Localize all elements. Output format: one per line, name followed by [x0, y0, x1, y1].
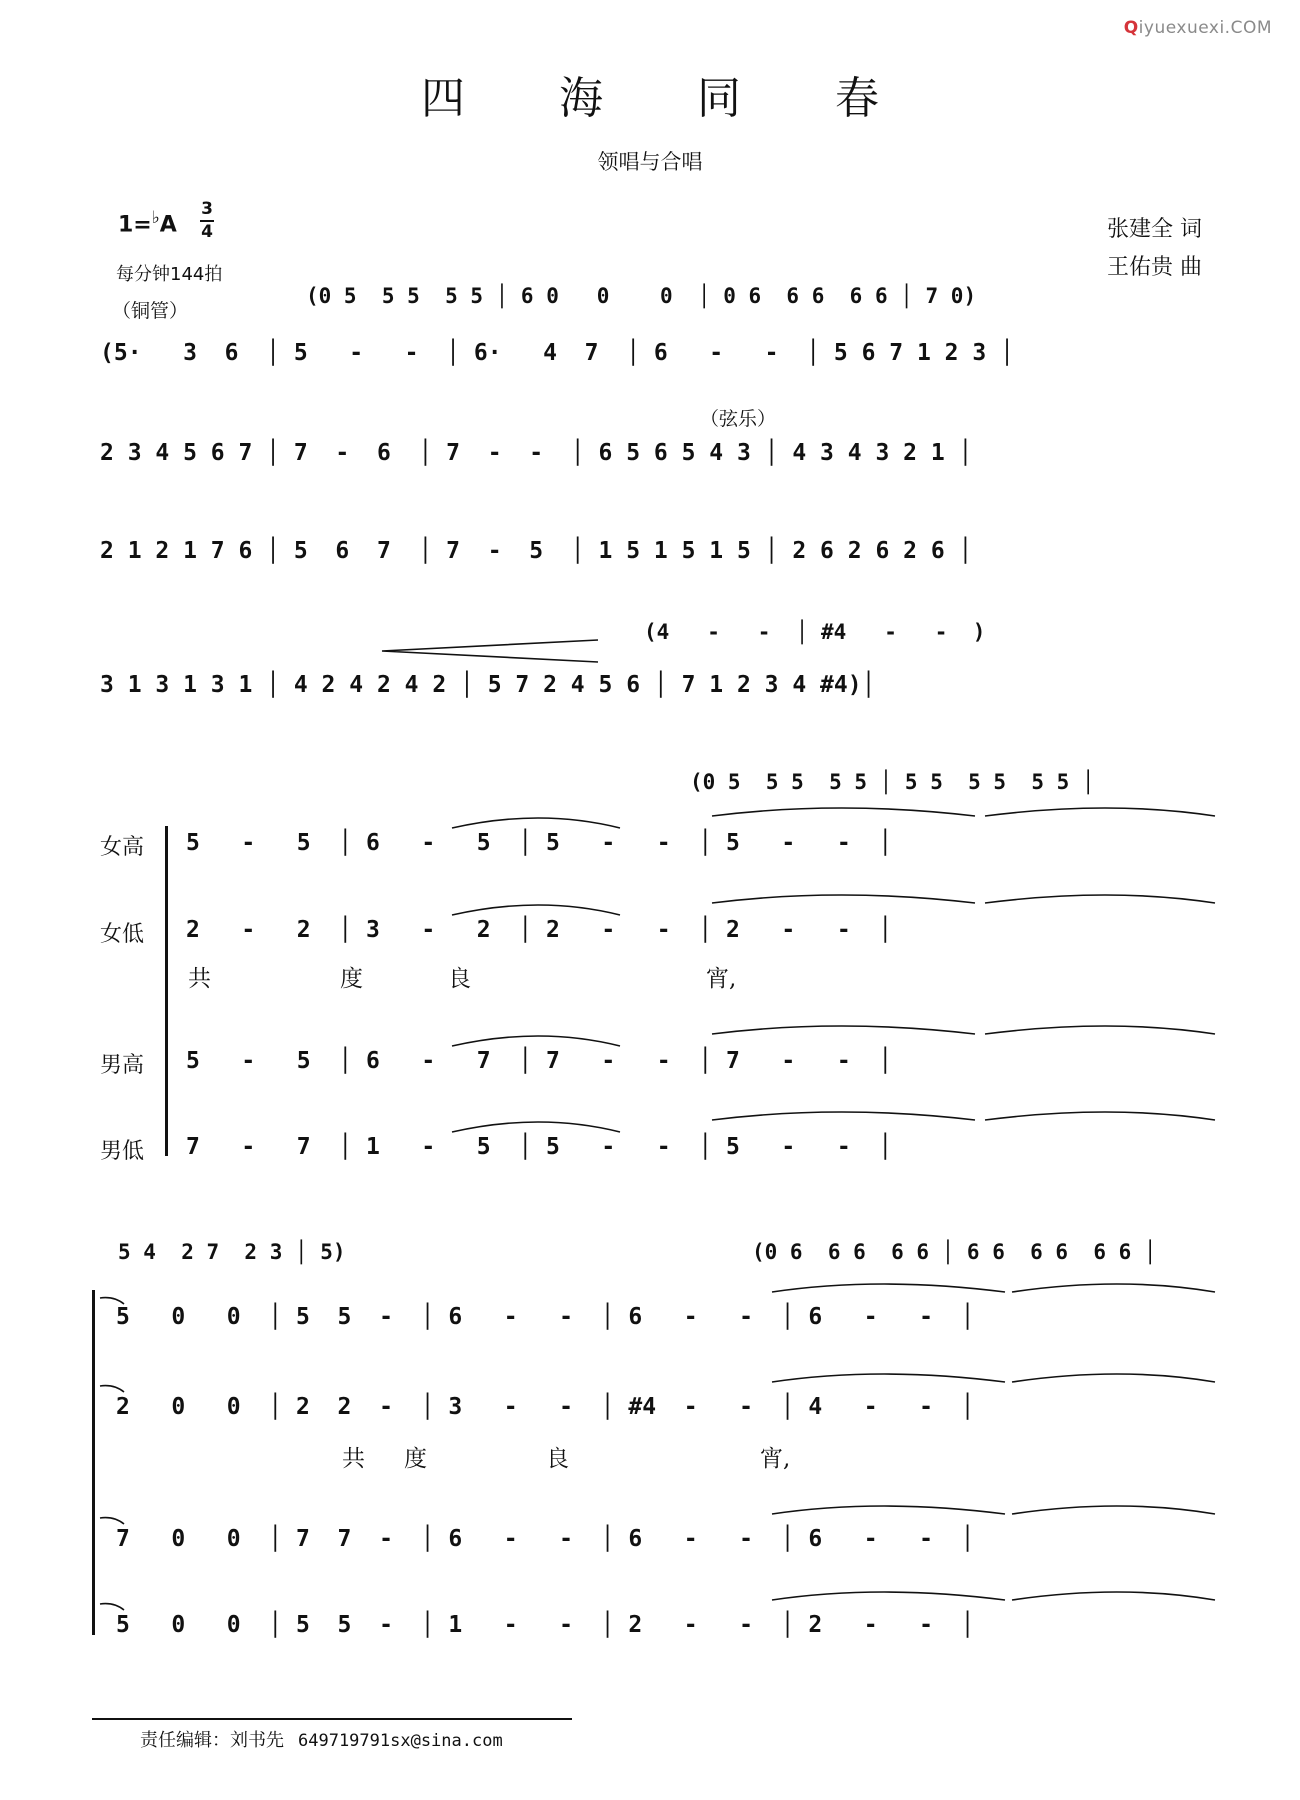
system2-accompaniment-2: (0 6 6 6 6 6 │ 6 6 6 6 6 6 │ — [752, 1240, 1157, 1264]
footer-rule — [92, 1718, 572, 1720]
composer-credit: 王佑贵 曲 — [1107, 255, 1202, 280]
system2-soprano: 5 0 0 │ 5 5 - │ 6 - - │ 6 - - │ 6 - - │ — [116, 1304, 975, 1330]
song-subtitle: 领唱与合唱 — [597, 150, 703, 174]
part-label-bass: 男低 — [100, 1139, 145, 1164]
system1-lyric-2: 度 — [340, 966, 363, 992]
system2-tenor: 7 0 0 │ 7 7 - │ 6 - - │ 6 - - │ 6 - - │ — [116, 1526, 975, 1552]
intro-row4-instrument: (4 - - │ #4 - - ) — [644, 620, 986, 644]
system2-lyric-3: 良 — [546, 1446, 569, 1472]
system2-accompaniment: 5 4 2 7 2 3 │ 5) — [118, 1240, 346, 1264]
brass-label: （铜管） — [112, 300, 189, 322]
intro-row1-instrument: (0 5 5 5 5 5 │ 6 0 0 0 │ 0 6 6 6 6 6 │ 7 0) — [306, 284, 977, 308]
system1-soprano: 5 - 5 │ 6 - 5 │ 5 - - │ 5 - - │ — [186, 830, 893, 856]
strings-label: （弦乐） — [700, 408, 777, 430]
system2-alto: 2 0 0 │ 2 2 - │ 3 - - │ #4 - - │ 4 - - │ — [116, 1394, 975, 1420]
intro-row3: 2 1 2 1 7 6 │ 5 6 7 │ 7 - 5 │ 1 5 1 5 1 5 │ 2 6 2 6 2 6 │ — [100, 538, 973, 564]
time-signature-top: 3 — [201, 199, 213, 219]
system2-bass: 5 0 0 │ 5 5 - │ 1 - - │ 2 - - │ 2 - - │ — [116, 1612, 975, 1638]
system1-lyric-3: 良 — [448, 966, 471, 992]
intro-row2: 2 3 4 5 6 7 │ 7 - 6 │ 7 - - │ 6 5 6 5 4 3 │ 4 3 4 3 2 1 │ — [100, 440, 973, 466]
system2-lyric-4: 宵, — [760, 1446, 791, 1472]
footer-editor — [140, 1726, 503, 1752]
system1-lyric-4: 宵, — [706, 966, 737, 992]
time-signature-bottom: 4 — [201, 222, 213, 242]
key-note: A — [159, 212, 177, 238]
intro-row4: 3 1 3 1 3 1 │ 4 2 4 2 4 2 │ 5 7 2 4 5 6 │ 7 1 2 3 4 #4)│ — [100, 672, 876, 698]
system1-bass: 7 - 7 │ 1 - 5 │ 5 - - │ 5 - - │ — [186, 1134, 893, 1160]
system2-lyric-1: 共 — [342, 1446, 365, 1472]
editor-label: 责任编辑：刘书先 — [140, 1730, 284, 1751]
system2-lyric-2: 度 — [404, 1446, 427, 1472]
system1-accompaniment: (0 5 5 5 5 5 │ 5 5 5 5 5 5 │ — [690, 770, 1095, 794]
tempo-marking: 每分钟144拍 — [116, 264, 223, 285]
lyricist-credit: 张建全 词 — [1107, 217, 1202, 242]
system1-lyric-1: 共 — [188, 966, 211, 992]
editor-email: 649719791sx@sina.com — [298, 1731, 503, 1751]
part-label-alto: 女低 — [100, 922, 145, 947]
watermark-text: iyuexuexi.COM — [1138, 18, 1272, 38]
intro-row1: (5· 3 6 │ 5 - - │ 6· 4 7 │ 6 - - │ 5 6 7 1 2 3 │ — [100, 340, 1014, 366]
system1-tenor: 5 - 5 │ 6 - 7 │ 7 - - │ 7 - - │ — [186, 1048, 893, 1074]
part-label-soprano: 女高 — [100, 835, 145, 860]
part-label-tenor: 男高 — [100, 1053, 145, 1078]
system1-alto: 2 - 2 │ 3 - 2 │ 2 - - │ 2 - - │ — [186, 917, 893, 943]
song-title: 四 海 同 春 — [421, 73, 919, 124]
key-prefix: 1= — [118, 212, 152, 238]
flat-sign: ♭ — [151, 208, 160, 228]
watermark-q: Q — [1123, 18, 1139, 38]
